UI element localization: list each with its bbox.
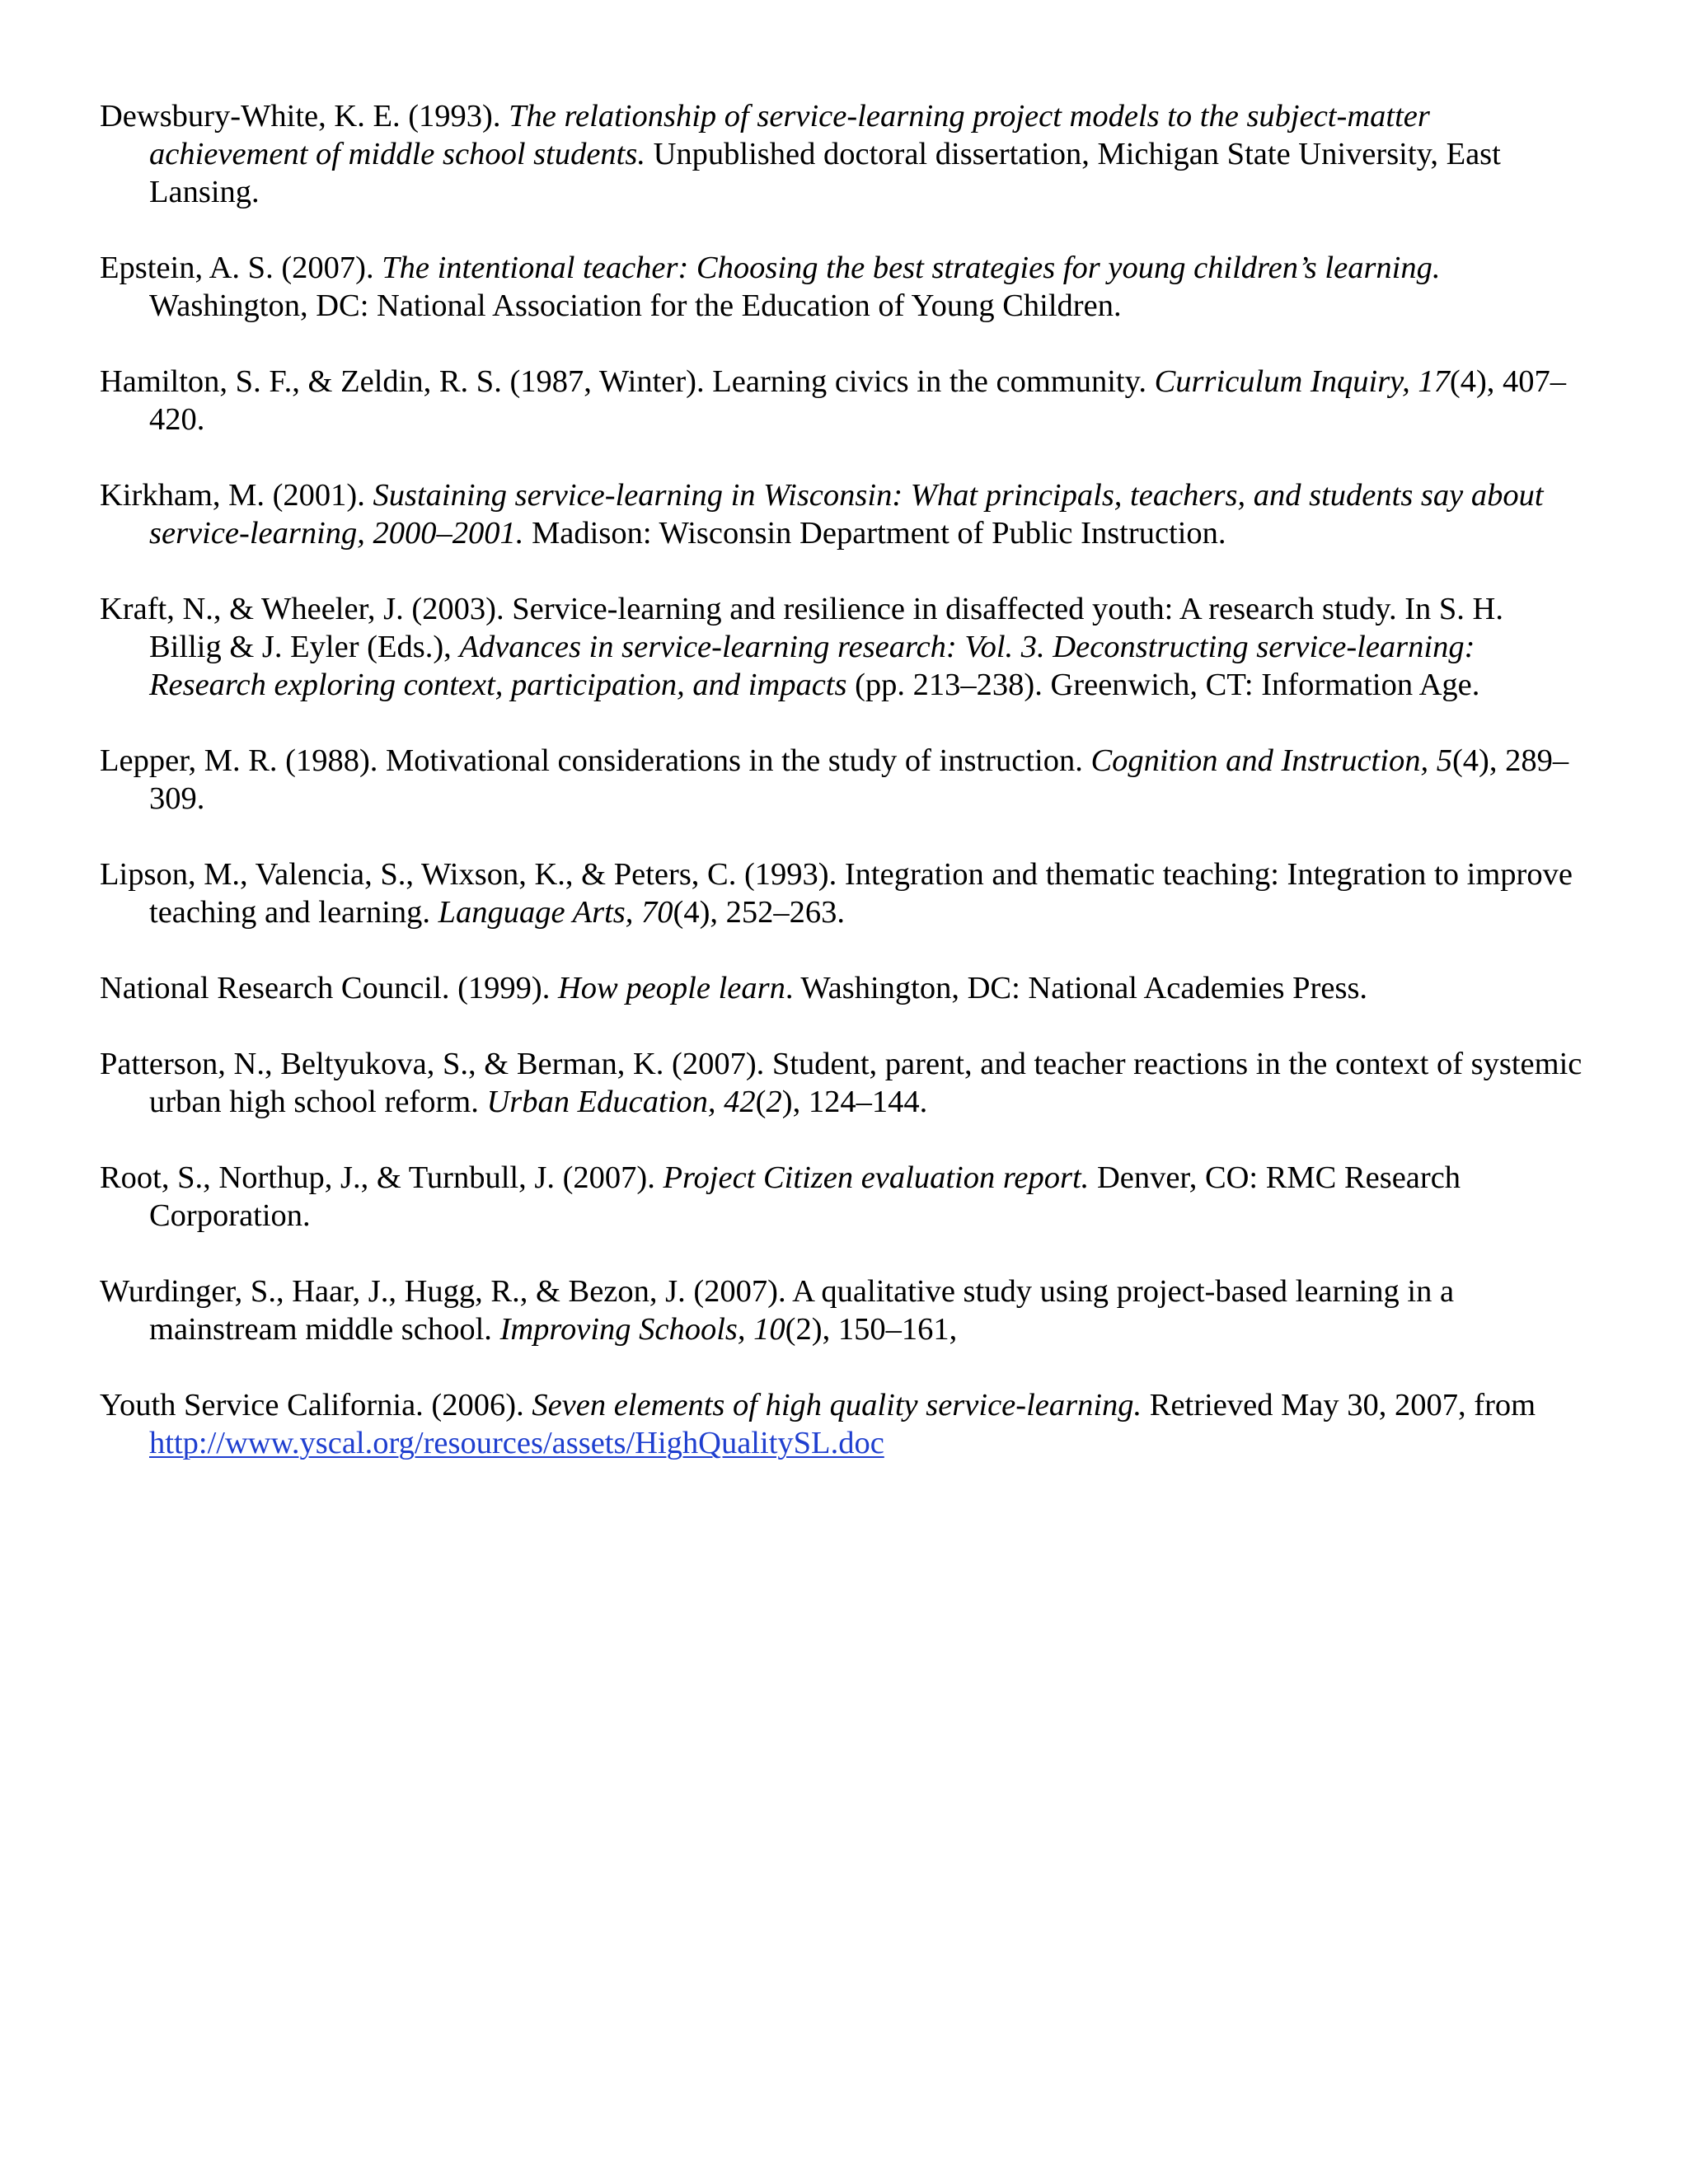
- reference-text: Kraft, N., & Wheeler, J. (2003). Service-learning and resilience in disaffected youth: A research study. In S. H. Billig & J. Eyler (Eds.),: [100, 592, 1503, 664]
- reference-entry: [100, 742, 1583, 818]
- reference-journal: Urban Education, 42: [486, 1085, 756, 1119]
- reference-entry: [100, 855, 1583, 931]
- reference-text: . Washington, DC: National Academies Press.: [785, 971, 1368, 1005]
- reference-text: Hamilton, S. F., & Zeldin, R. S. (1987, Winter). Learning civics in the community.: [100, 364, 1155, 399]
- reference-text: Youth Service California. (2006).: [100, 1388, 532, 1422]
- reference-text: Denver, CO: RMC Research Corporation.: [149, 1160, 1461, 1233]
- reference-text: Retrieved May 30, 2007, from: [1142, 1388, 1536, 1422]
- reference-text: Lepper, M. R. (1988). Motivational considerations in the study of instruction.: [100, 743, 1091, 778]
- reference-journal: Curriculum Inquiry, 17: [1154, 364, 1450, 399]
- reference-title: Advances in service-learning research: Vol. 3. Deconstructing service-learning: Research exploring context, participation, and impacts: [149, 630, 1475, 702]
- reference-text: ), 124–144.: [781, 1085, 928, 1119]
- reference-text: Root, S., Northup, J., & Turnbull, J. (2007).: [100, 1160, 663, 1195]
- reference-entry: [100, 969, 1583, 1007]
- reference-title: The relationship of service-learning project models to the subject-matter achievement of middle school students.: [149, 99, 1430, 171]
- reference-text: (4), 407–420.: [149, 364, 1567, 437]
- reference-text: Wurdinger, S., Haar, J., Hugg, R., & Bezon, J. (2007). A qualitative study using project-based learning in a mainstream middle school.: [100, 1274, 1455, 1347]
- reference-entry: [100, 363, 1583, 438]
- reference-text: Kirkham, M. (2001).: [100, 478, 373, 513]
- reference-entry: [100, 97, 1583, 211]
- reference-text: Dewsbury-White, K. E. (1993).: [100, 99, 509, 134]
- reference-title: The intentional teacher: Choosing the best strategies for young children’s learning.: [382, 251, 1441, 285]
- reference-text: Epstein, A. S. (2007).: [100, 251, 382, 285]
- reference-entry: [100, 1159, 1583, 1235]
- reference-journal: Language Arts, 70: [438, 895, 673, 930]
- reference-issue: 2: [766, 1085, 782, 1119]
- reference-journal: Cognition and Instruction, 5: [1090, 743, 1452, 778]
- reference-entry: [100, 476, 1583, 552]
- reference-title: How people learn: [557, 971, 785, 1005]
- reference-entry: [100, 1045, 1583, 1121]
- reference-text: National Research Council. (1999).: [100, 971, 558, 1005]
- reference-text: Lipson, M., Valencia, S., Wixson, K., & Peters, C. (1993). Integration and thematic teaching: Integration to improve teaching and learning.: [100, 857, 1573, 930]
- reference-text: (pp. 213–238). Greenwich, CT: Information Age.: [846, 668, 1480, 702]
- reference-text: Washington, DC: National Association for the Education of Young Children.: [149, 288, 1122, 323]
- reference-entry: [100, 1272, 1583, 1348]
- reference-entry: [100, 249, 1583, 325]
- reference-text: Unpublished doctoral dissertation, Michigan State University, East Lansing.: [149, 137, 1501, 209]
- reference-text: (4), 252–263.: [673, 895, 846, 930]
- reference-text: (2), 150–161,: [785, 1312, 958, 1347]
- reference-title: Seven elements of high quality service-learning.: [532, 1388, 1142, 1422]
- reference-url-link[interactable]: http://www.yscal.org/resources/assets/HighQualitySL.doc: [149, 1426, 884, 1460]
- reference-text: (: [755, 1085, 767, 1119]
- reference-title: Project Citizen evaluation report.: [663, 1160, 1090, 1195]
- reference-text: Patterson, N., Beltyukova, S., & Berman, K. (2007). Student, parent, and teacher reactions in the context of systemic urban high school reform.: [100, 1047, 1582, 1119]
- reference-title: Sustaining service-learning in Wisconsin: What principals, teachers, and students say about service-learning, 2000–2001.: [149, 478, 1544, 551]
- reference-text: Madison: Wisconsin Department of Public Instruction.: [523, 516, 1226, 551]
- reference-list: [100, 97, 1583, 1462]
- reference-journal: Improving Schools, 10: [499, 1312, 785, 1347]
- reference-text: (4), 289–309.: [149, 743, 1569, 816]
- reference-entry: [100, 1386, 1583, 1462]
- reference-entry: [100, 590, 1583, 704]
